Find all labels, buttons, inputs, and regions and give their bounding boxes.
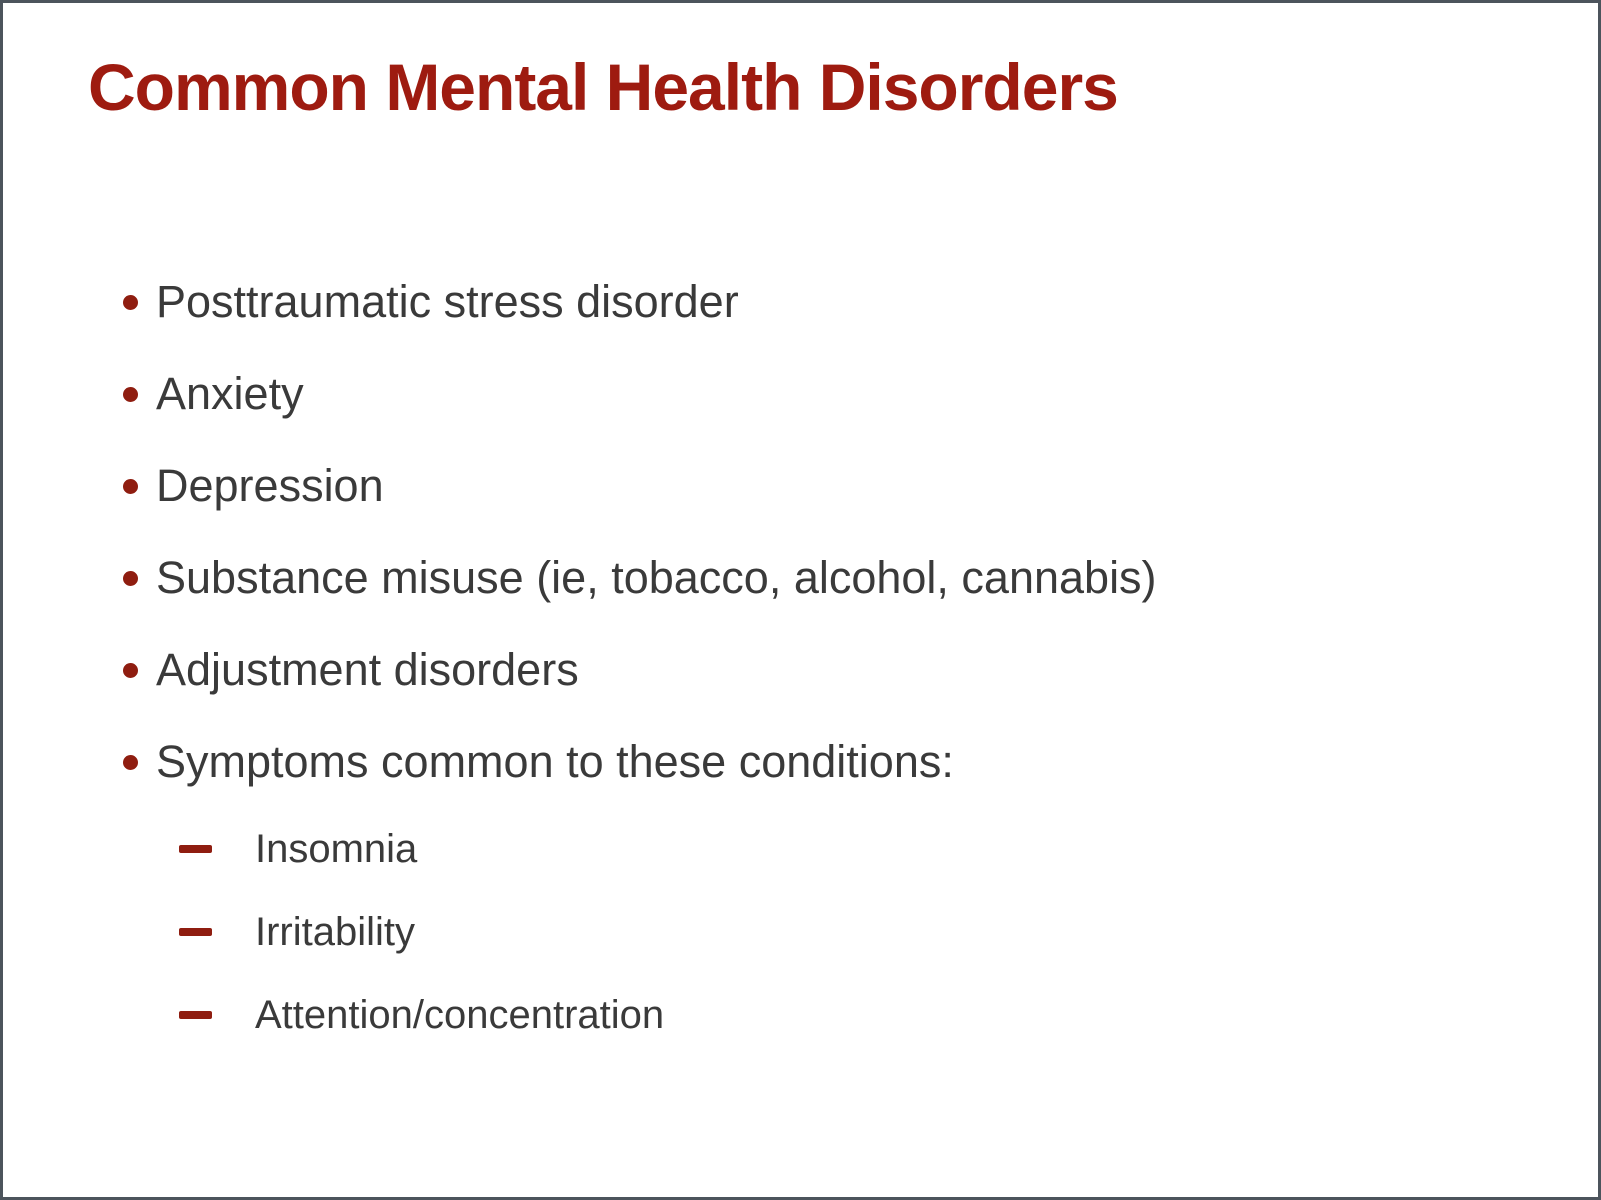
sub-list-item bbox=[179, 826, 954, 872]
bullet-list bbox=[88, 276, 1538, 1075]
sub-list-item-text: Attention/concentration bbox=[255, 992, 665, 1037]
bullet-dot-icon bbox=[123, 571, 138, 586]
dash-icon bbox=[179, 928, 212, 936]
sub-list-item-text: Insomnia bbox=[255, 826, 418, 871]
sub-bullet-list bbox=[179, 826, 954, 1038]
list-item-text: Adjustment disorders bbox=[156, 643, 579, 695]
bullet-dot-icon bbox=[123, 479, 138, 494]
bullet-dot-icon bbox=[123, 755, 138, 770]
dash-icon bbox=[179, 845, 212, 853]
bullet-dot-icon bbox=[123, 295, 138, 310]
sub-list-item bbox=[179, 992, 954, 1038]
sub-list-item bbox=[179, 909, 954, 955]
list-item-text: Depression bbox=[156, 459, 384, 511]
dash-icon bbox=[179, 1011, 212, 1019]
bullet-dot-icon bbox=[123, 663, 138, 678]
bullet-dot-icon bbox=[123, 387, 138, 402]
list-item bbox=[123, 276, 1538, 328]
sub-list-item-text: Irritability bbox=[255, 909, 416, 954]
slide-title: Common Mental Health Disorders bbox=[88, 50, 1118, 124]
list-item-text: Anxiety bbox=[156, 367, 304, 419]
list-item-text: Posttraumatic stress disorder bbox=[156, 275, 739, 327]
list-item bbox=[123, 644, 1538, 696]
list-item-text bbox=[156, 736, 954, 1075]
list-item bbox=[123, 552, 1538, 604]
list-item bbox=[123, 460, 1538, 512]
list-item bbox=[123, 368, 1538, 420]
list-item bbox=[123, 736, 1538, 1075]
list-item-text: Substance misuse (ie, tobacco, alcohol, cannabis) bbox=[156, 551, 1157, 603]
list-item-label: Symptoms common to these conditions: bbox=[156, 735, 954, 787]
